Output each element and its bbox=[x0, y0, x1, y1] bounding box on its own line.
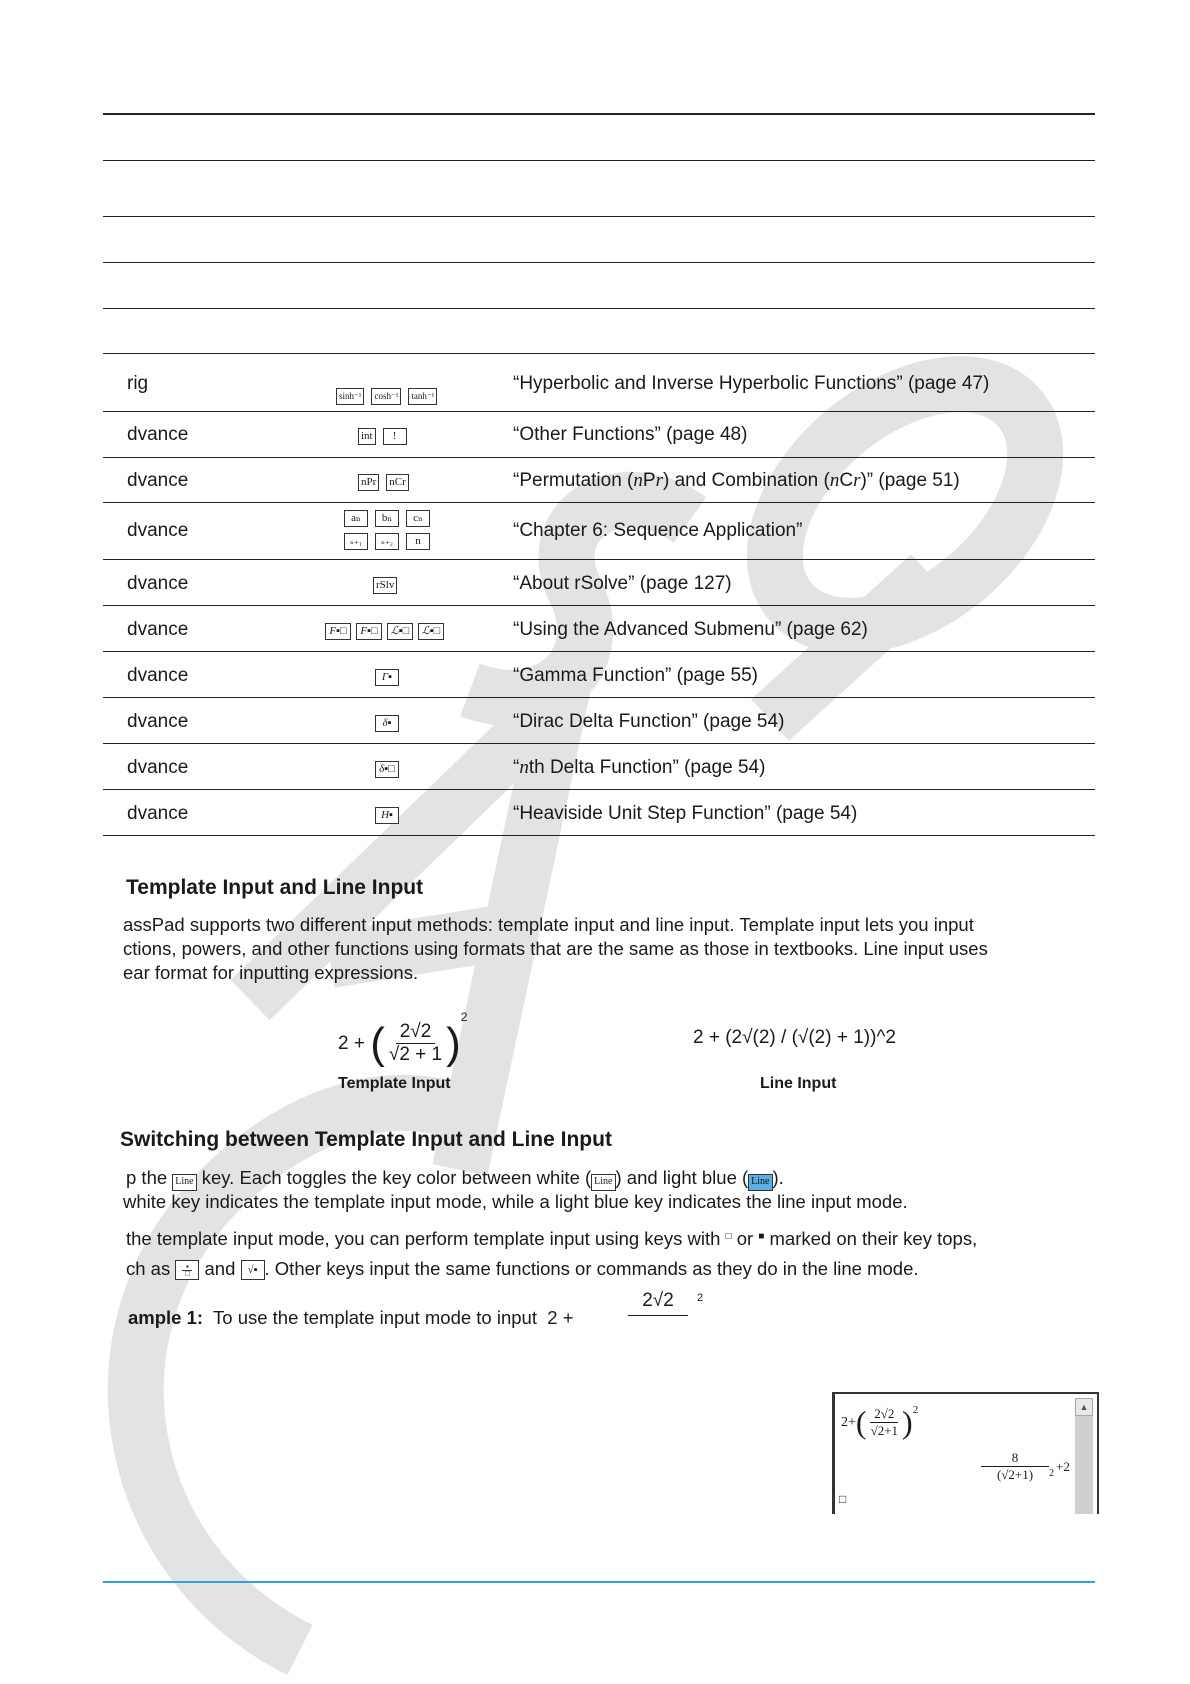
n-plus-1-key: ₙ₊₁ bbox=[344, 533, 368, 550]
screen-result: $\frac{8}{(√2+1)}$ $_2$ +2 bbox=[981, 1450, 1070, 1483]
template-input-caption: Template Input bbox=[338, 1075, 451, 1092]
int-key: int bbox=[358, 428, 376, 445]
cosh-inverse-key: cosh⁻¹ bbox=[371, 388, 401, 405]
line-input-expression: 2 + (2√(2) / (√(2) + 1))^2 bbox=[693, 1027, 896, 1048]
other-function-keys bbox=[358, 428, 407, 445]
inverse-laplace-key: ℒ▪□ bbox=[418, 623, 444, 640]
calculator-screen[interactable] bbox=[832, 1392, 1099, 1514]
hyperbolic-keys bbox=[336, 388, 437, 405]
sequence-keys bbox=[344, 510, 434, 550]
table-row-category: dvance bbox=[127, 470, 189, 491]
line-key-white: Line bbox=[591, 1174, 615, 1191]
table-row-reference: “Using the Advanced Submenu” (page 62) bbox=[513, 619, 868, 640]
table-row-reference: “Other Functions” (page 48) bbox=[513, 424, 748, 445]
line-key-blue: Line bbox=[748, 1174, 772, 1191]
npr-key: nPr bbox=[358, 474, 379, 491]
heaviside-keys bbox=[375, 807, 399, 824]
laplace-key: ℒ▪□ bbox=[387, 623, 413, 640]
table-row-category: dvance bbox=[127, 573, 189, 594]
screen-cursor[interactable]: □ bbox=[839, 1492, 847, 1506]
table-row-reference: “Chapter 6: Sequence Application” bbox=[513, 520, 803, 541]
line-key[interactable]: Line bbox=[172, 1174, 196, 1191]
factorial-key: ! bbox=[383, 428, 407, 445]
empty-box-icon: □ bbox=[725, 1231, 732, 1242]
n-key: n bbox=[406, 533, 430, 550]
table-row-category: dvance bbox=[127, 520, 189, 541]
table-row-category: dvance bbox=[127, 424, 189, 445]
sinh-inverse-key: sinh⁻¹ bbox=[336, 388, 364, 405]
c-n-key: cₙ bbox=[406, 510, 430, 527]
inverse-fourier-key: F▪□ bbox=[356, 623, 382, 640]
switch-instruction-line2: white key indicates the template input mode, while a light blue key indicates the line input mode. bbox=[123, 1191, 908, 1212]
table-row-reference: “Gamma Function” (page 55) bbox=[513, 665, 758, 686]
table-row-reference: “Dirac Delta Function” (page 54) bbox=[513, 711, 785, 732]
table-row-category: dvance bbox=[127, 803, 189, 824]
gamma-key: Γ▪ bbox=[375, 669, 399, 686]
b-n-key: bₙ bbox=[375, 510, 399, 527]
example-exponent: 2 bbox=[697, 1292, 704, 1304]
ncr-key: nCr bbox=[386, 474, 409, 491]
template-input-expression: 2 + ( $\frac{2√2}{√2 + 1}$ )$^2$ bbox=[338, 1010, 468, 1068]
n-plus-2-key: ₙ₊₂ bbox=[375, 533, 399, 550]
table-row-reference: “Hyperbolic and Inverse Hyperbolic Functions” (page 47) bbox=[513, 373, 990, 394]
fraction-template-key: ▪ □ bbox=[175, 1260, 199, 1280]
fourier-key: F▪□ bbox=[325, 623, 351, 640]
example-1-line: ample 1: To use the template input mode to input 2 + bbox=[128, 1307, 574, 1328]
table-row-category: dvance bbox=[127, 711, 189, 732]
table-row-category: dvance bbox=[127, 665, 189, 686]
filled-box-icon: ■ bbox=[758, 1231, 765, 1242]
scroll-up-arrow-icon[interactable]: ▲ bbox=[1075, 1398, 1093, 1416]
example-fraction-numerator: 2√2 bbox=[642, 1290, 674, 1311]
section-heading-template-line: Template Input and Line Input bbox=[126, 876, 424, 899]
advanced-submenu-keys bbox=[325, 623, 444, 640]
table-row-reference: “Permutation (nPr) and Combination (nCr)” (page 51) bbox=[513, 470, 960, 491]
intro-paragraph: assPad supports two different input methods: template input and line input. Template input lets you input ctions, powers, and other functions using formats that are the same as those in textbooks. Line input uses ear format for inputting expressions. bbox=[123, 914, 988, 983]
table-row-category: dvance bbox=[127, 757, 189, 778]
dirac-delta-key: δ▪ bbox=[375, 715, 399, 732]
nth-delta-keys bbox=[375, 761, 399, 778]
switch-instruction-line4: ch as ▪ □ and √▪ . Other keys input the same functions or commands as they do in the line mode. bbox=[126, 1258, 919, 1279]
dirac-keys bbox=[375, 715, 399, 732]
a-n-key: aₙ bbox=[344, 510, 368, 527]
switch-instruction-line3: the template input mode, you can perform template input using keys with □ or ■ marked on their key tops, bbox=[126, 1228, 978, 1249]
rsolve-keys bbox=[373, 577, 397, 594]
permutation-keys bbox=[358, 474, 409, 491]
line-input-caption: Line Input bbox=[760, 1075, 837, 1092]
tanh-inverse-key: tanh⁻¹ bbox=[408, 388, 437, 405]
section-heading-switching: Switching between Template Input and Line Input bbox=[120, 1128, 612, 1151]
screen-input-expression: 2+ ( $\frac{2√2}{√2+1}$ ) $^2$ bbox=[841, 1404, 919, 1440]
rslv-key: rSlv bbox=[373, 577, 397, 594]
nth-delta-key: δ▪□ bbox=[375, 761, 399, 778]
table-row-reference: “About rSolve” (page 127) bbox=[513, 573, 732, 594]
table-row-reference: “nth Delta Function” (page 54) bbox=[513, 757, 766, 778]
gamma-keys bbox=[375, 669, 399, 686]
switch-instruction-line1: p the Line key. Each toggles the key color between white ( Line ) and light blue ( Line ). bbox=[126, 1166, 784, 1191]
table-row-reference: “Heaviside Unit Step Function” (page 54) bbox=[513, 803, 858, 824]
example-fraction-bar bbox=[628, 1315, 688, 1316]
footer-rule bbox=[103, 1581, 1095, 1583]
table-row-category: dvance bbox=[127, 619, 189, 640]
heaviside-key: H▪ bbox=[375, 807, 399, 824]
table-row-category: rig bbox=[127, 373, 149, 394]
sqrt-template-key: √▪ bbox=[241, 1260, 265, 1280]
